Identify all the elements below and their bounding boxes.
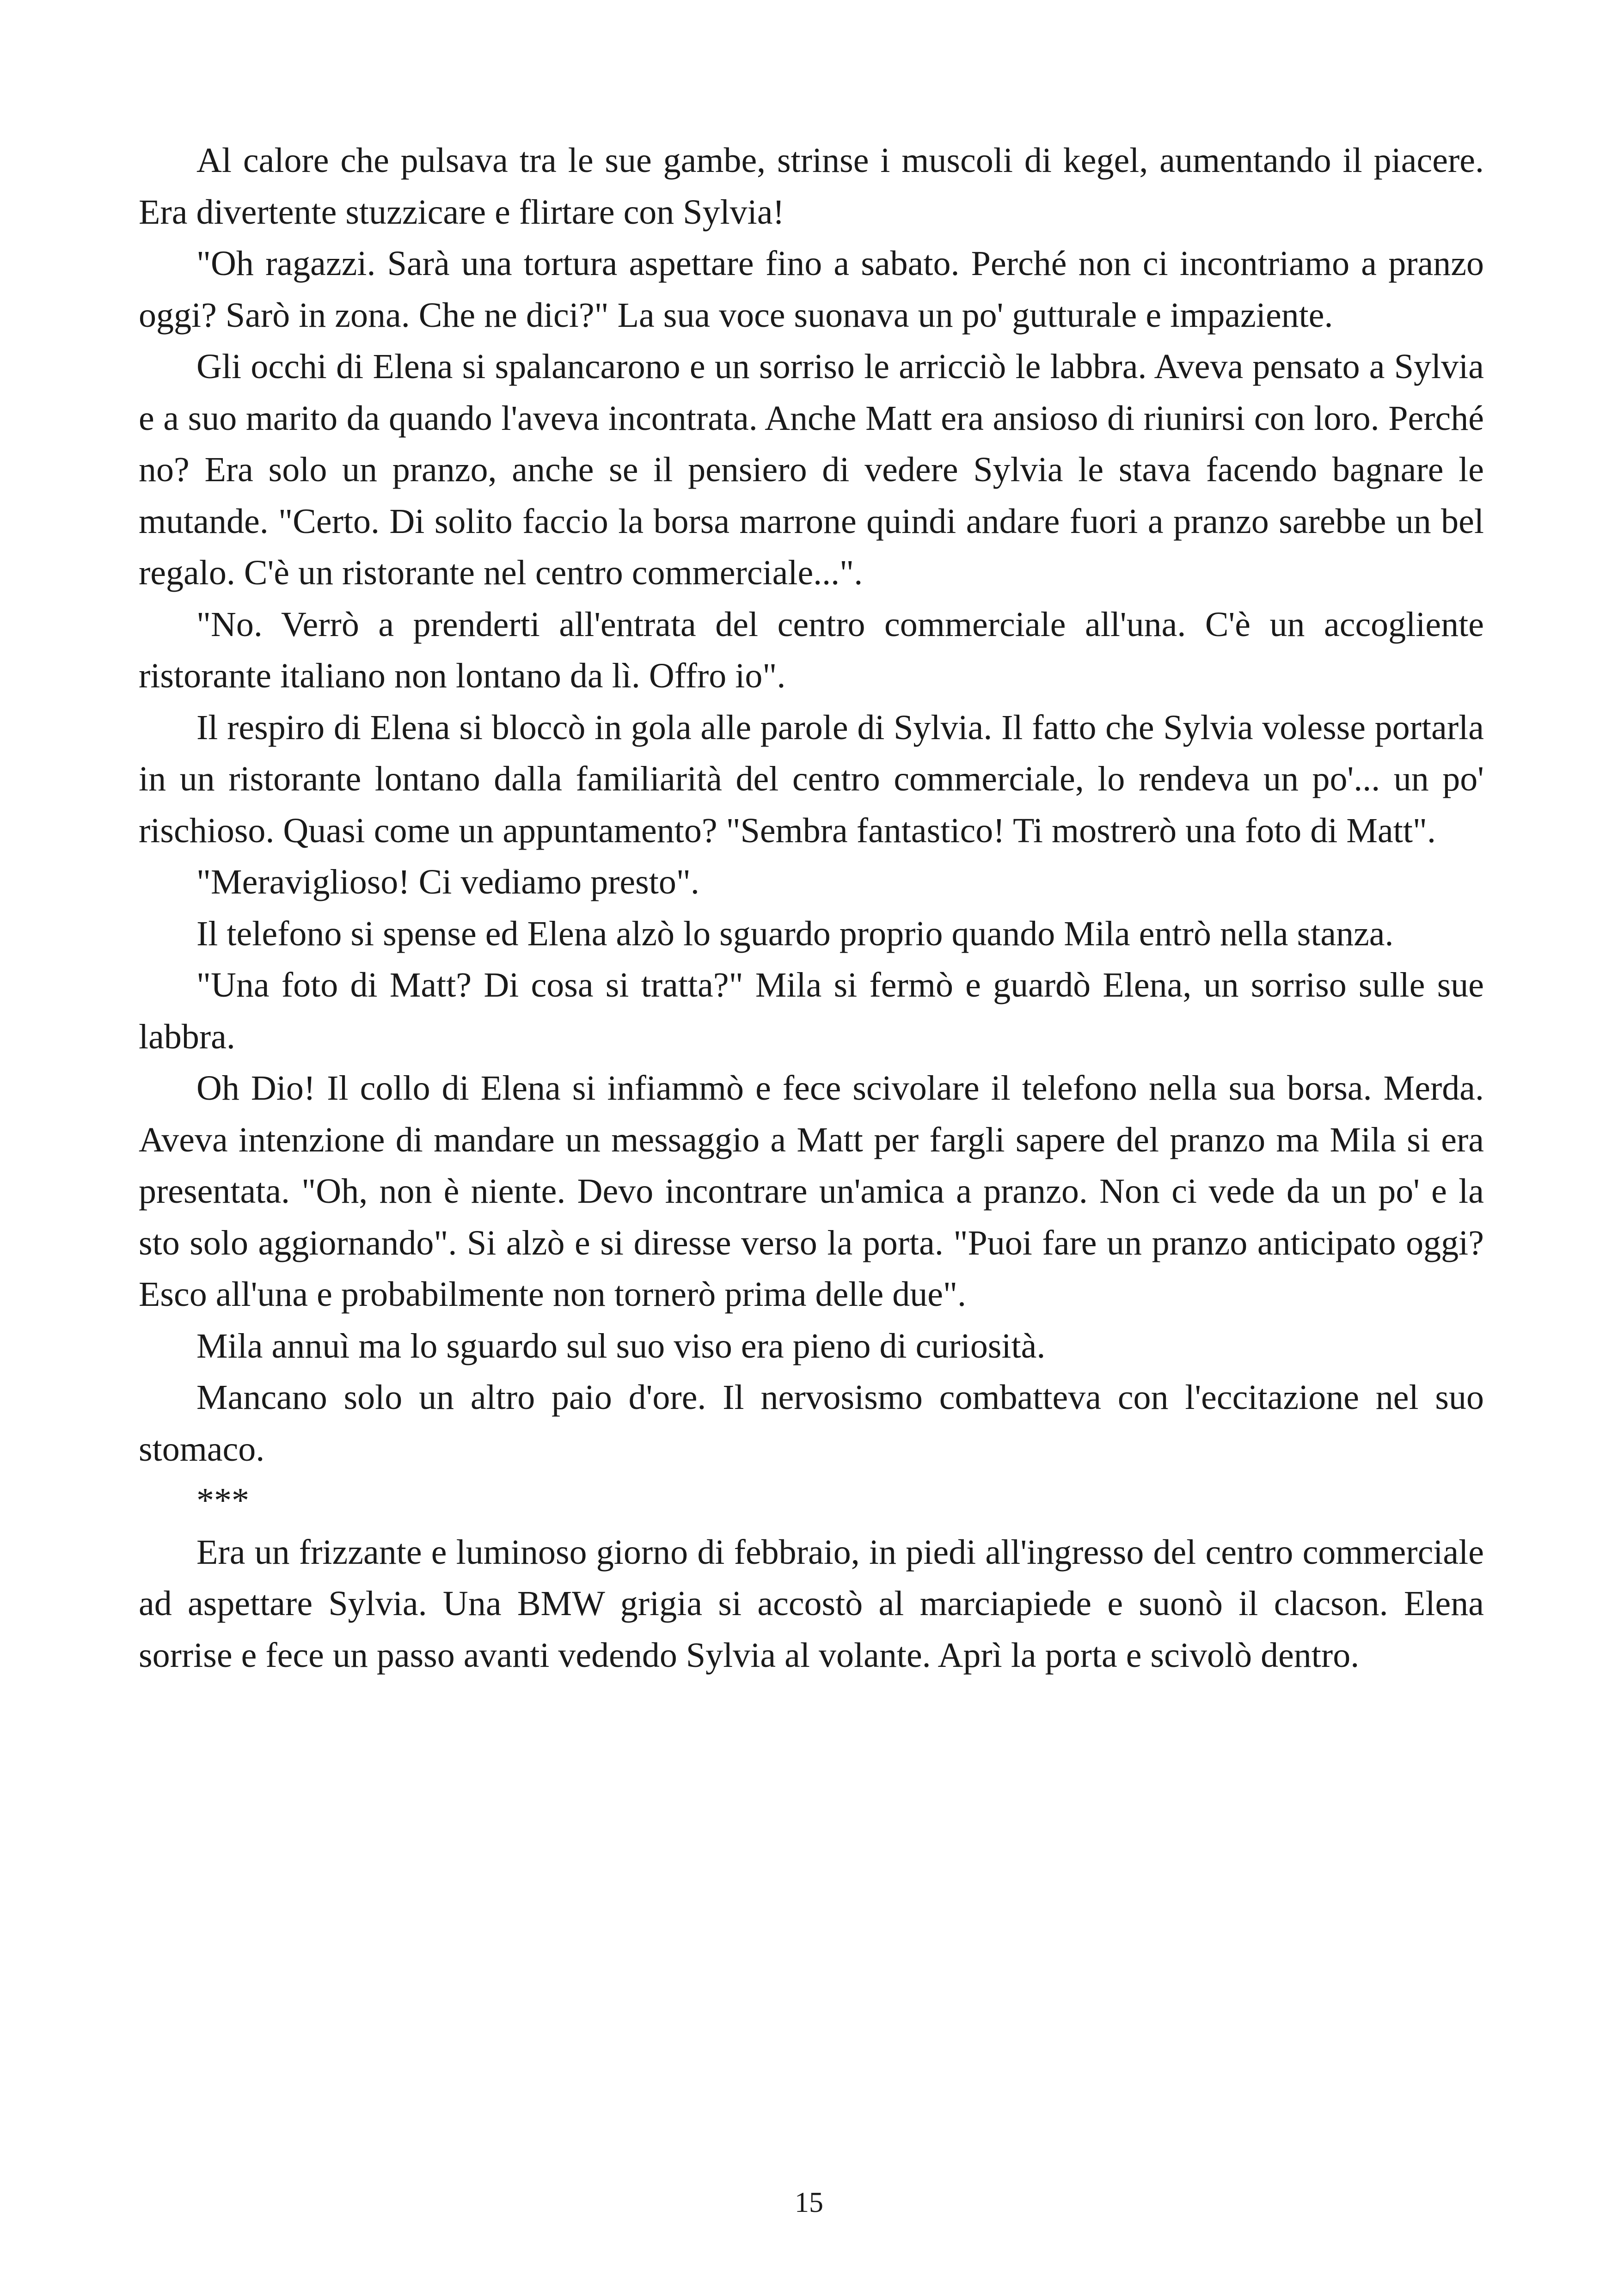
- paragraph: Era un frizzante e luminoso giorno di febbraio, in piedi all'ingresso del centro commerciale ad aspettare Sylvia. Una BMW grigia si accostò al marciapiede e suonò il clacson. Elena sorrise e fece un passo avanti vedendo Sylvia al volante. Aprì la porta e scivolò dentro.: [139, 1532, 1484, 1675]
- paragraph: Gli occhi di Elena si spalancarono e un sorriso le arricciò le labbra. Aveva pensato a Sylvia e a suo marito da quando l'aveva incontrata. Anche Matt era ansioso di riunirsi con loro. Perché no? Era solo un pranzo, anche se il pensiero di vedere Sylvia le stava facendo bagnare le mutande. "Certo. Di solito faccio la borsa marrone quindi andare fuori a pranzo sarebbe un bel regalo. C'è un ristorante nel centro commerciale...".: [139, 347, 1484, 592]
- paragraph: "Oh ragazzi. Sarà una tortura aspettare fino a sabato. Perché non ci incontriamo a pranzo oggi? Sarò in zona. Che ne dici?" La sua voce suonava un po' gutturale e impaziente.: [139, 244, 1484, 335]
- body-text: [139, 135, 1484, 1681]
- paragraph: Il telefono si spense ed Elena alzò lo sguardo proprio quando Mila entrò nella stanza.: [196, 914, 1394, 953]
- paragraph: Mila annuì ma lo sguardo sul suo viso era pieno di curiosità.: [196, 1326, 1046, 1365]
- paragraph: Al calore che pulsava tra le sue gambe, strinse i muscoli di kegel, aumentando il piacere. Era divertente stuzzicare e flirtare con Sylvia!: [139, 141, 1484, 232]
- paragraph: Il respiro di Elena si bloccò in gola alle parole di Sylvia. Il fatto che Sylvia volesse portarla in un ristorante lontano dalla familiarità del centro commerciale, lo rendeva un po'... un po' rischioso. Quasi come un appuntamento? "Sembra fantastico! Ti mostrerò una foto di Matt".: [139, 708, 1484, 850]
- paragraph: Mancano solo un altro paio d'ore. Il nervosismo combatteva con l'eccitazione nel suo stomaco.: [139, 1378, 1484, 1469]
- paragraph: "No. Verrò a prenderti all'entrata del centro commerciale all'una. C'è un accogliente ristorante italiano non lontano da lì. Offro io".: [139, 605, 1484, 695]
- paragraph: "Meraviglioso! Ci vediamo presto".: [196, 863, 699, 901]
- paragraph: Oh Dio! Il collo di Elena si infiammò e fece scivolare il telefono nella sua borsa. Merda. Aveva intenzione di mandare un messaggio a Matt per fargli sapere del pranzo ma Mila si era presentata. "Oh, non è niente. Devo incontrare un'amica a pranzo. Non ci vede da un po' e la sto solo aggiornando". Si alzò e si diresse verso la porta. "Puoi fare un pranzo anticipato oggi? Esco all'una e probabilmente non tornerò prima delle due".: [139, 1069, 1484, 1314]
- page-number: 15: [795, 2187, 823, 2218]
- paragraph: "Una foto di Matt? Di cosa si tratta?" Mila si fermò e guardò Elena, un sorriso sulle sue labbra.: [139, 966, 1484, 1056]
- scene-break: ***: [196, 1481, 249, 1520]
